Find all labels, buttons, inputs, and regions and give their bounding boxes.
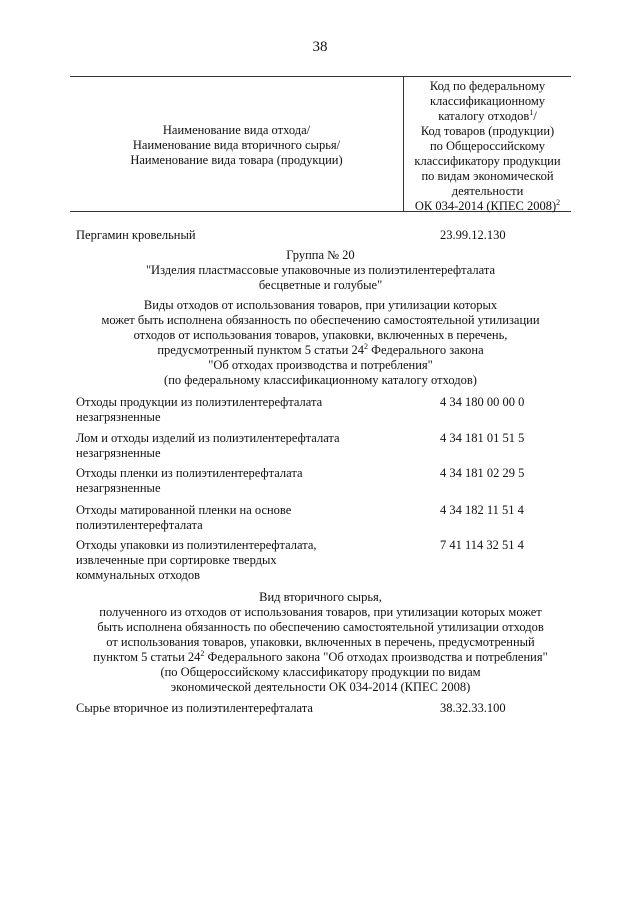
header-right-line: классификатору продукции	[414, 154, 561, 168]
intro-line: (по Общероссийскому классификатору продукции по видам	[160, 665, 481, 679]
intro-text: Федерального закона	[367, 343, 484, 357]
intro-line: "Об отходах производства и потребления"	[208, 358, 433, 372]
intro-text: пунктом 5 статьи 24	[93, 650, 201, 664]
waste-section-intro	[70, 298, 571, 388]
list-item-code: 7 41 114 32 51 4	[440, 538, 524, 552]
header-left-cell	[70, 123, 403, 168]
intro-line: полученного из отходов от использования товаров, при утилизации которых может	[99, 605, 542, 619]
intro-text: предусмотренный пунктом 5 статьи 24	[157, 343, 364, 357]
header-right-cell	[404, 79, 571, 214]
header-right-line: классификационному	[429, 94, 546, 108]
item-line: полиэтилентерефталата	[76, 518, 203, 532]
intro-line: (по федеральному классификационному каталогу отходов)	[164, 373, 477, 387]
superscript: 2	[363, 341, 368, 351]
intro-line: может быть исполнена обязанность по обеспечению самостоятельной утилизации	[101, 313, 540, 327]
intro-text: Федерального закона "Об отходах производства и потребления"	[204, 650, 548, 664]
group-title: Группа № 20	[286, 248, 355, 262]
header-right-line	[404, 199, 571, 214]
intro-line	[70, 650, 571, 665]
page-number: 38	[312, 39, 328, 55]
list-item-name: Сырье вторичное из полиэтилентерефталата	[76, 701, 313, 715]
list-item-code: 4 34 182 11 51 4	[440, 503, 524, 517]
table-top-rule	[70, 76, 571, 77]
intro-line: быть исполнена обязанность по обеспечению самостоятельной утилизации отходов	[97, 620, 544, 634]
item-line: Отходы продукции из полиэтилентерефталата	[76, 395, 323, 409]
item-line: Лом и отходы изделий из полиэтилентерефталата	[76, 431, 340, 445]
header-right-line: Код по федеральному	[429, 79, 546, 93]
header-right-line: по видам экономической	[421, 169, 554, 183]
superscript: 2	[200, 648, 205, 658]
footnote-marker: 1	[529, 107, 534, 117]
item-line: незагрязненные	[76, 481, 161, 495]
item-line: Отходы упаковки из полиэтилентерефталата,	[76, 538, 317, 552]
intro-line	[70, 343, 571, 358]
header-right-line	[404, 109, 571, 124]
item-line: незагрязненные	[76, 410, 161, 424]
list-item-code: 4 34 180 00 00 0	[440, 395, 525, 409]
item-line: незагрязненные	[76, 446, 161, 460]
list-item-code: 4 34 181 01 51 5	[440, 431, 525, 445]
header-left-line: Наименование вида вторичного сырья/	[132, 138, 341, 152]
footnote-marker: 2	[556, 197, 561, 207]
secondary-section-intro	[70, 590, 571, 695]
list-item-code: 38.32.33.100	[440, 701, 506, 715]
list-item-name	[76, 431, 396, 461]
item-line: коммунальных отходов	[76, 568, 200, 582]
header-right-line: деятельности	[451, 184, 524, 198]
list-item-name	[76, 466, 396, 496]
intro-line: Виды отходов от использования товаров, при утилизации которых	[143, 298, 498, 312]
header-right-text: ОК 034-2014 (КПЕС 2008)	[414, 199, 557, 213]
list-item-name	[76, 395, 396, 425]
list-item-name	[76, 503, 396, 533]
intro-line: отходов от использования товаров, упаковки, включенных в перечень,	[133, 328, 508, 342]
intro-line: экономической деятельности ОК 034-2014 (КПЕС 2008)	[170, 680, 471, 694]
group-name-line: бесцветные и голубые"	[258, 278, 383, 292]
intro-line: от использования товаров, упаковки, включенных в перечень, предусмотренный	[106, 635, 535, 649]
header-right-text: каталогу отходов	[438, 109, 530, 123]
item-line: извлеченные при сортировке твердых	[76, 553, 277, 567]
separator-slash: /	[533, 109, 537, 123]
header-left-line: Наименование вида товара (продукции)	[130, 153, 343, 167]
header-right-line: Код товаров (продукции)	[420, 124, 555, 138]
item-line: Отходы пленки из полиэтилентерефталата	[76, 466, 303, 480]
header-left-line: Наименование вида отхода/	[162, 123, 311, 137]
group-name-line: "Изделия пластмассовые упаковочные из полиэтилентерефталата	[145, 263, 496, 277]
list-item-name: Пергамин кровельный	[76, 228, 196, 242]
group-heading	[70, 248, 571, 293]
header-right-line: по Общероссийскому	[429, 139, 546, 153]
list-item-name	[76, 538, 396, 583]
intro-line: Вид вторичного сырья,	[259, 590, 382, 604]
list-item-code: 23.99.12.130	[440, 228, 506, 242]
list-item-code: 4 34 181 02 29 5	[440, 466, 525, 480]
item-line: Отходы матированной пленки на основе	[76, 503, 292, 517]
